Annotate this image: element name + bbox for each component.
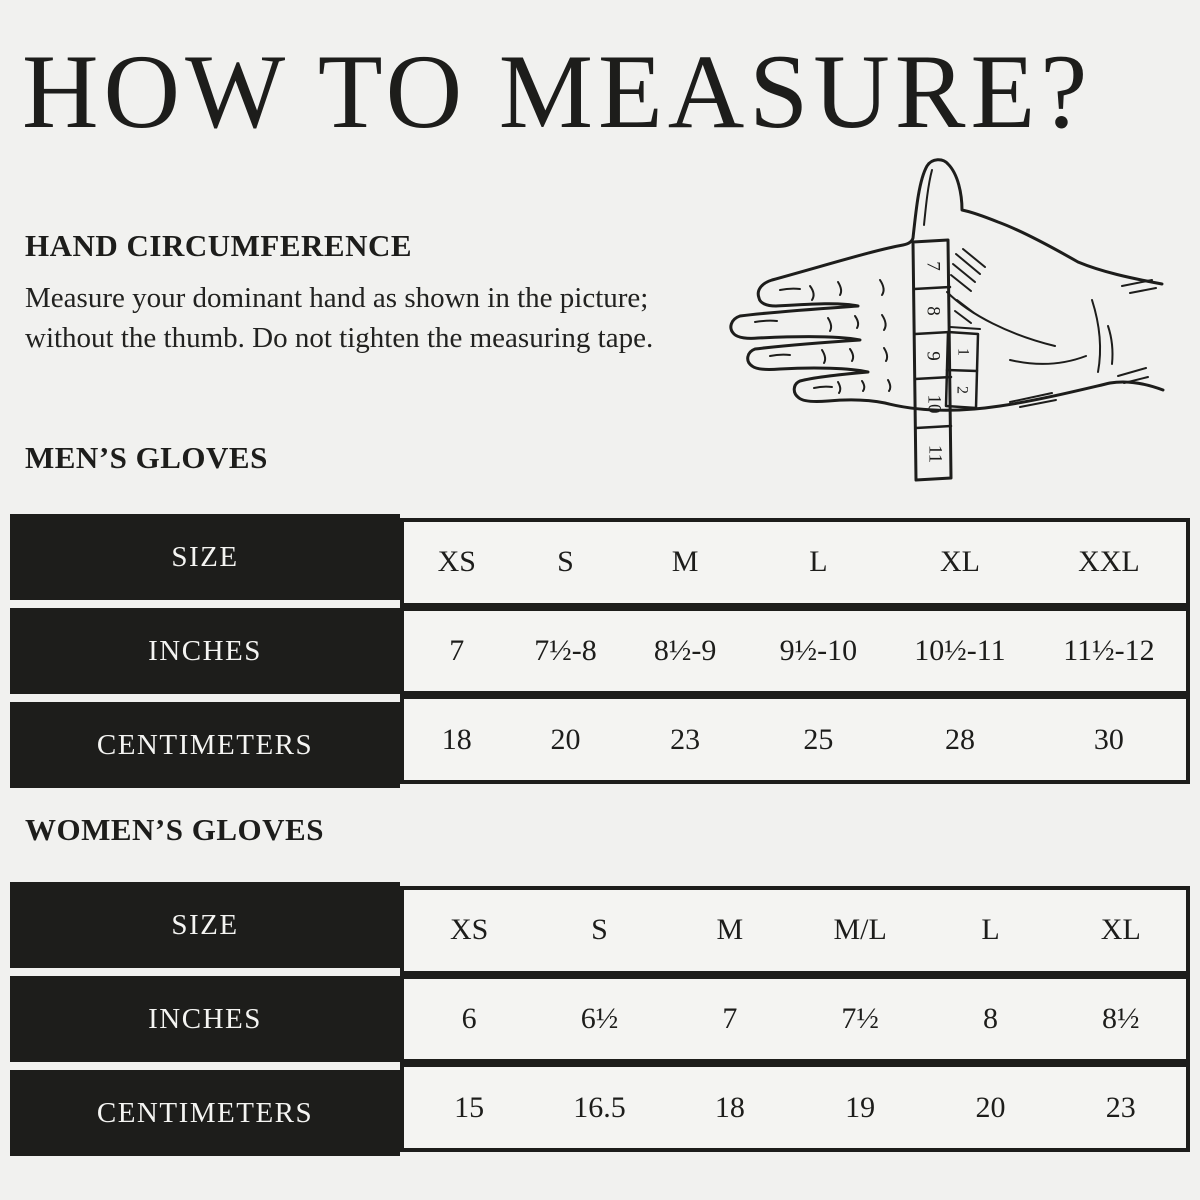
womens-values <box>400 886 1190 1152</box>
centimeters-value: 15 <box>454 1090 485 1124</box>
centimeters-value: 23 <box>670 722 701 756</box>
size-value: XXL <box>1078 545 1140 579</box>
row-label-inches: INCHES <box>10 976 400 1062</box>
row-label-centimeters: CENTIMETERS <box>10 702 400 788</box>
mens-gloves-heading: MEN’S GLOVES <box>25 440 268 475</box>
mens-size-table <box>10 514 1190 788</box>
womens-size-table <box>10 882 1190 1156</box>
mens-values <box>400 518 1190 784</box>
centimeters-value: 18 <box>441 722 472 756</box>
inches-value: 8 <box>982 1002 998 1035</box>
inches-value: 9½-10 <box>779 634 858 667</box>
size-value: S <box>557 545 574 579</box>
hand-circumference-heading: HAND CIRCUMFERENCE <box>25 228 413 263</box>
mens-row-labels <box>10 514 400 788</box>
size-value: XL <box>939 545 980 579</box>
inches-value: 7½ <box>841 1002 879 1035</box>
size-value: M <box>716 913 744 947</box>
size-value: M <box>671 545 699 579</box>
inches-value: 7 <box>722 1002 738 1035</box>
womens-centimeters-row <box>404 1059 1186 1148</box>
size-value: L <box>809 545 828 579</box>
tape-number: 10 <box>923 394 945 414</box>
centimeters-value: 28 <box>944 722 975 756</box>
tape-number: 9 <box>922 351 944 361</box>
centimeters-value: 23 <box>1105 1090 1136 1124</box>
size-value: M/L <box>833 913 887 947</box>
inches-value: 6 <box>461 1002 477 1035</box>
womens-gloves-heading: WOMEN’S GLOVES <box>25 812 324 847</box>
mens-size-row <box>404 522 1186 603</box>
row-label-inches: INCHES <box>10 608 400 694</box>
womens-row-labels <box>10 882 400 1156</box>
row-label-size: SIZE <box>10 514 400 600</box>
tape-number: 7 <box>922 261 944 271</box>
centimeters-value: 20 <box>975 1090 1006 1124</box>
size-value: XS <box>437 545 476 579</box>
mens-inches-row <box>404 603 1186 692</box>
inches-value: 7½-8 <box>534 634 597 667</box>
tape-tail-number: 1 <box>954 348 972 356</box>
hand-measuring-tape-illustration <box>710 150 1180 510</box>
tape-number: 11 <box>924 444 946 464</box>
inches-value: 8½ <box>1102 1002 1140 1035</box>
row-label-size: SIZE <box>10 882 400 968</box>
tape-tail-number: 2 <box>953 386 971 394</box>
inches-value: 7 <box>449 634 465 667</box>
womens-inches-row <box>404 971 1186 1060</box>
centimeters-value: 16.5 <box>573 1090 626 1124</box>
inches-value: 8½-9 <box>653 634 717 667</box>
womens-size-row <box>404 890 1186 971</box>
page-title: HOW TO MEASURE? <box>22 33 1093 150</box>
size-value: XS <box>449 913 489 947</box>
row-label-centimeters: CENTIMETERS <box>10 1070 400 1156</box>
size-value: L <box>981 913 1000 947</box>
size-value: XL <box>1100 913 1141 947</box>
centimeters-value: 25 <box>803 722 834 756</box>
inches-value: 10½-11 <box>914 634 1006 667</box>
size-value: S <box>591 913 608 947</box>
tape-number: 8 <box>922 306 944 316</box>
centimeters-value: 18 <box>714 1090 745 1124</box>
inches-value: 11½-12 <box>1063 634 1155 667</box>
inches-value: 6½ <box>580 1002 619 1035</box>
mens-centimeters-row <box>404 691 1186 780</box>
centimeters-value: 19 <box>845 1090 876 1124</box>
centimeters-value: 20 <box>550 722 581 756</box>
centimeters-value: 30 <box>1093 722 1124 756</box>
hand-circumference-instructions: Measure your dominant hand as shown in the picture; without the thumb. Do not tighten the measuring tape. <box>25 282 654 355</box>
